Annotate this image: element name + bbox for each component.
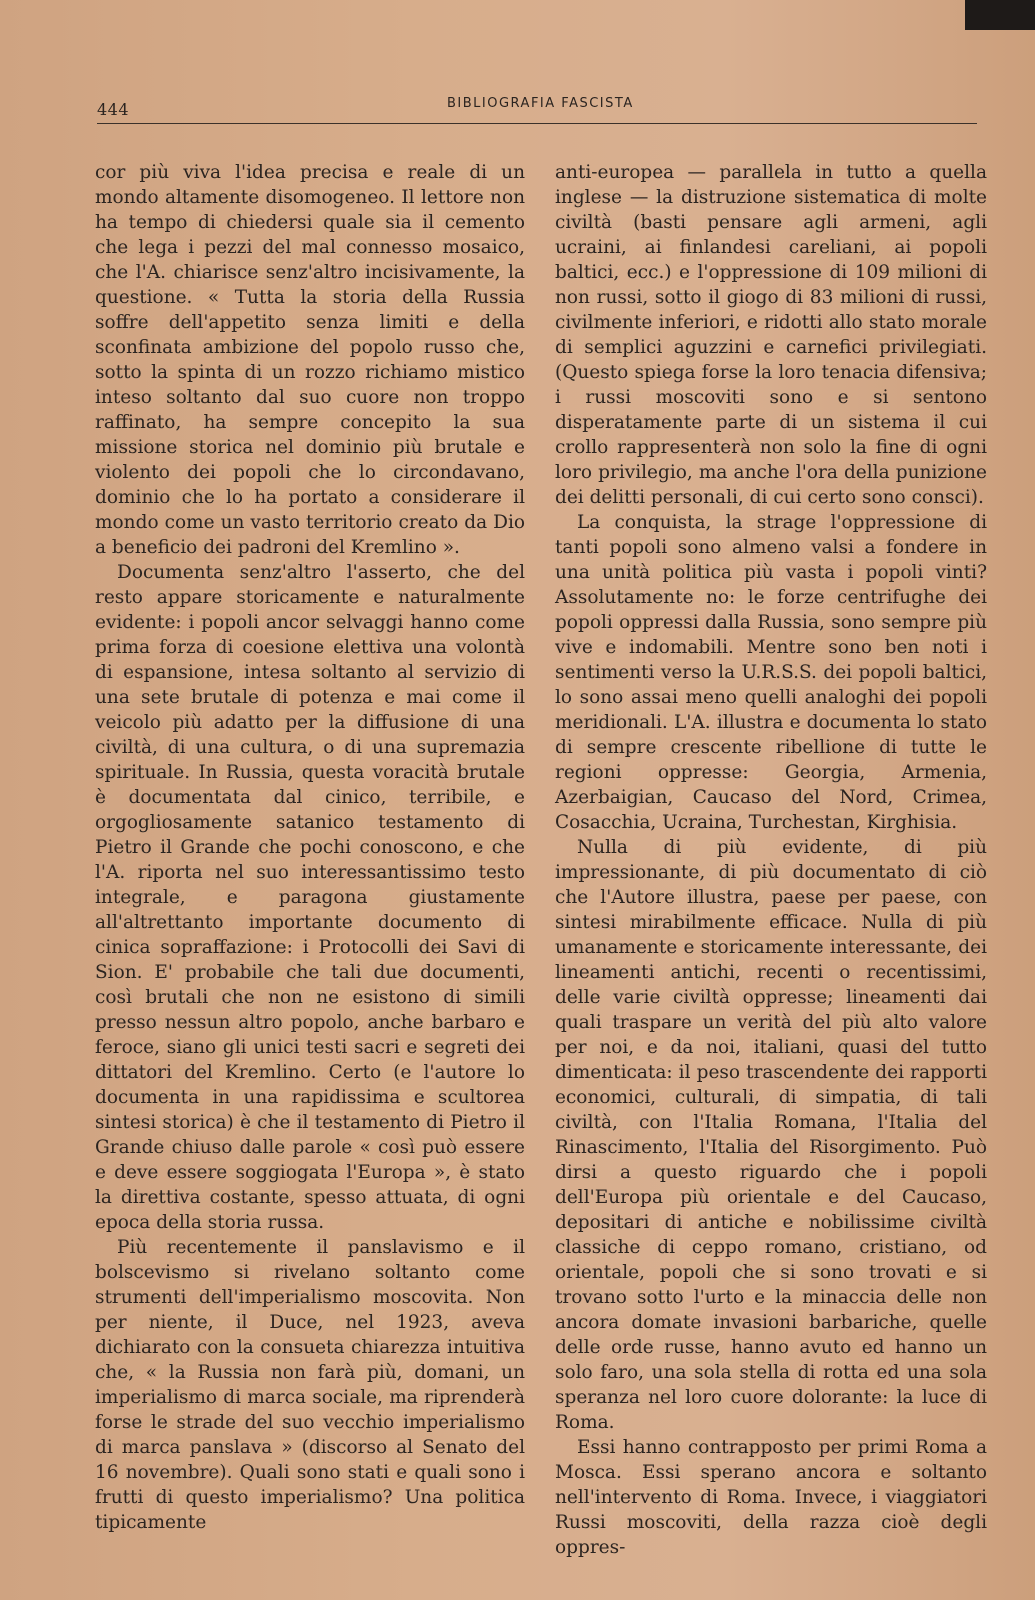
paragraph: Nulla di più evidente, di più impressionante, di più documentato di ciò che l'Autore illustra, paese per paese, con sintesi mirabilmente efficace. Nulla di più umanamente e storicamente interessante, dei lineamenti antichi, recenti o recentissimi, delle varie civiltà oppresse; lineamenti dai quali traspare un verità del più alto valore per noi, e da noi, italiani, quasi del tutto dimenticata: il peso trascendente dei rapporti economici, culturali, di simpatia, di tali civiltà, con l'Italia Romana, l'Italia del Rinascimento, l'Italia del Risorgimento. Può dirsi a questo riguardo che i popoli dell'Europa più orientale e del Caucaso, depositari di antiche e nobilissime civiltà classiche di ceppo romano, cristiano, od orientale, popoli che si sono trovati e si trovano sotto l'urto e la minaccia delle non ancora domate invasioni barbariche, quelle delle orde russe, hanno avuto ed hanno un solo faro, una sola stella di rotta ed una sola speranza nel loro cuore dolorante: la luce di Roma. [555,837,987,1433]
paragraph: Documenta senz'altro l'asserto, che del resto appare storicamente e naturalmente evidente: i popoli ancor selvaggi hanno come prima forza di coesione elettiva una volontà di espansione, intesa soltanto al servizio di una sete brutale di potenza e mai come il veicolo più adatto per la diffusione di una civiltà, di una cultura, o di una supremazia spirituale. In Russia, questa voracità brutale è documentata dal cinico, terribile, e orgogliosamente satanico testamento di Pietro il Grande che pochi conoscono, e che l'A. riporta nel suo interessantissimo testo integrale, e paragona giustamente all'altrettanto importante documento di cinica sopraffazione: i Protocolli dei Savi di Sion. E' probabile che tali due documenti, così brutali che non ne esistono di simili presso nessun altro popolo, anche barbaro e feroce, siano gli unici testi sacri e segreti dei dittatori del Kremlino. Certo (e l'autore lo documenta in una rapidissima e scultorea sintesi storica) è che il testamento di Pietro il Grande chiuso dalle parole « così può essere e deve essere soggiogata l'Europa », è stato la direttiva costante, spesso attuata, di ogni epoca della storia russa. [95,562,525,1233]
page-header [97,96,977,128]
page-number: 444 [97,100,130,119]
paragraph: anti-europea — parallela in tutto a quella inglese — la distruzione sistematica di molte civiltà (basti pensare agli armeni, agli ucraini, ai finlandesi careliani, ai popoli baltici, ecc.) e l'oppressione di 109 milioni di non russi, sotto il giogo di 83 milioni di russi, civilmente inferiori, e ridotti allo stato morale di semplici aguzzini e carnefici privilegiati. (Questo spiega forse la loro tenacia difensiva; i russi moscoviti sono e si sentono disperatamente parte di un sistema il cui crollo rappresenterà non solo la fine di ogni loro privilegio, ma anche l'ora della punizione dei delitti personali, di cui certo sono consci). [555,162,987,508]
paragraph: Più recentemente il panslavismo e il bolscevismo si rivelano soltanto come strumenti dell'imperialismo moscovita. Non per niente, il Duce, nel 1923, aveva dichiarato con la consueta chiarezza intuitiva che, « la Russia non farà più, domani, un imperialismo di marca sociale, ma riprenderà forse le strade del suo vecchio imperialismo di marca panslava » (discorso al Senato del 16 novembre). Quali sono stati e quali sono i frutti di questo imperialismo? Una politica tipicamente [95,1237,525,1533]
right-column [555,160,987,1560]
left-column [95,160,525,1535]
paragraph: Essi hanno contrapposto per primi Roma a Mosca. Essi sperano ancora e soltanto nell'intervento di Roma. Invece, i viaggiatori Russi moscoviti, della razza cioè degli oppres- [555,1437,987,1558]
paragraph: cor più viva l'idea precisa e reale di un mondo altamente disomogeneo. Il lettore non ha tempo di chiedersi quale sia il cemento che lega i pezzi del mal connesso mosaico, che l'A. chiarisce senz'altro incisivamente, la questione. « Tutta la storia della Russia soffre dell'appetito senza limiti e della sconfinata ambizione del popolo russo che, sotto la spinta di un rozzo richiamo mistico inteso soltanto dal suo cuore non troppo raffinato, ha sempre concepito la sua missione storica nel dominio più brutale e violento dei popoli che lo circondavano, dominio che lo ha portato a considerare il mondo come un vasto territorio creato da Dio a beneficio dei padroni del Kremlino ». [95,162,525,558]
running-head: BIBLIOGRAFIA FASCISTA [447,96,634,111]
header-rule [97,123,977,124]
paragraph: La conquista, la strage l'oppressione di tanti popoli sono almeno valsi a fondere in una unità politica più vasta i popoli vinti? Assolutamente no: le forze centrifughe dei popoli oppressi dalla Russia, sono sempre più vive e indomabili. Mentre sono ben noti i sentimenti verso la U.R.S.S. dei popoli baltici, lo sono assai meno quelli analoghi dei popoli meridionali. L'A. illustra e documenta lo stato di sempre crescente ribellione di tutte le regioni oppresse: Georgia, Armenia, Azerbaigian, Caucaso del Nord, Crimea, Cosacchia, Ucraina, Turchestan, Kirghisia. [555,512,987,833]
page-corner-shadow [965,0,1035,30]
